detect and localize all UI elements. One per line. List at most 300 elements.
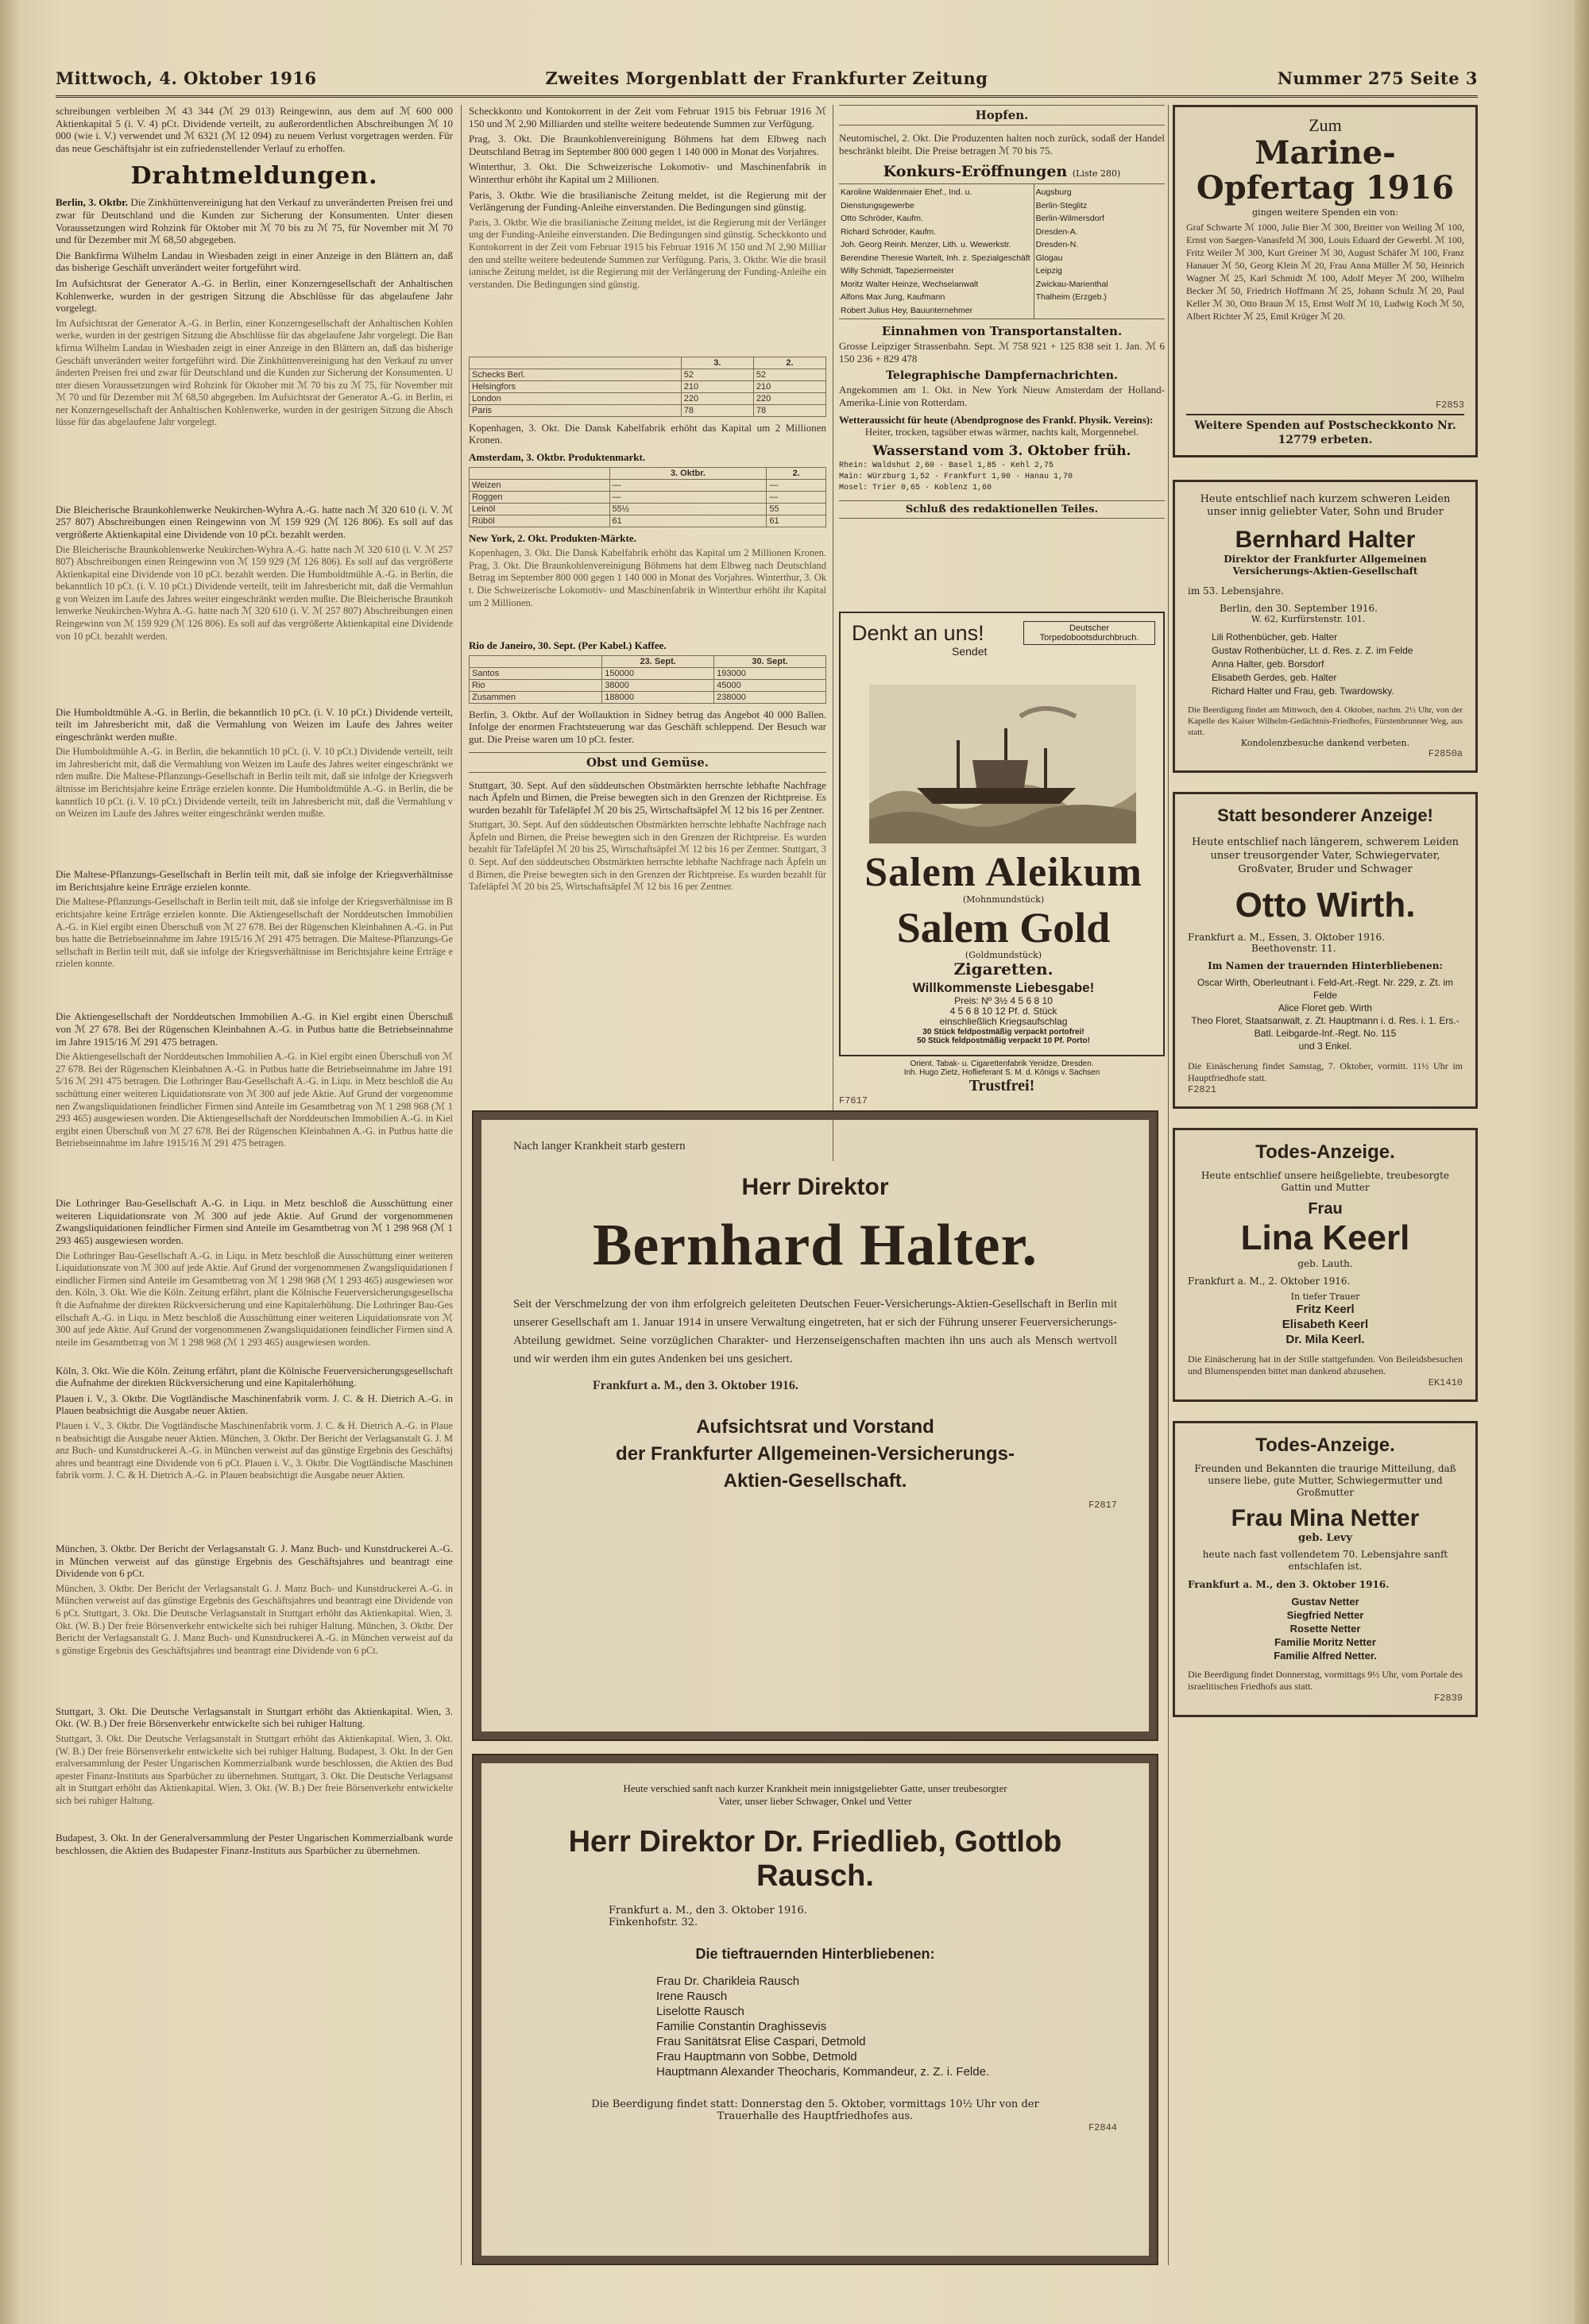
article-text: Die Zinkhüttenvereinigung hat den Verkauf zu unveränderten Preisen frei und zwar für Deutschland und die Kunden zur Sicherung der Konsumenten. Unter diesen Voraussetzungen wird Rohzink für Oktober mit ℳ 70 bis zu ℳ 75, für November mit ℳ 70 und für Dezember mit ℳ 68,50 abgegeben. bbox=[56, 196, 453, 246]
article-text: Die Zinkhüttenvereinigung hat den Verkauf zu unveränderten Preisen frei und zwar für Deutschland und die Kunden zur Sicherung der Konsumenten. Unter diesen Voraussetzungen wird Rohzink für Oktober mit ℳ 70 bis zu ℳ 75, für November mit ℳ 70 und für Dezember mit ℳ 68,50 abgegeben. bbox=[56, 354, 453, 403]
halter-family-noflowers: Kondolenzbesuche dankend verbeten. bbox=[1240, 738, 1410, 748]
article-intro: schreibungen verbleiben ℳ 43 344 (ℳ 29 013) Reingewinn, aus dem auf ℳ 600 000 Aktienkapital 5 (i. V. 4) pCt. Dividende verteilt, zu außerordentlichen Abschreibungen ℳ 10 000 (wie i. V.) verwendet und ℳ 6321 (ℳ 12 094) zu neuem Verlust vorgetragen werden. Für das neue Geschäftsjahr ist ein zufriedenstellender Verlauf zu erhoffen. bbox=[56, 105, 453, 154]
masthead-title: Zweites Morgenblatt der Frankfurter Zeitung bbox=[545, 68, 988, 88]
ad-torpedo-caption: Deutscher Torpedobootsdurchbruch. bbox=[1023, 621, 1155, 645]
marine-title: Marine-Opfertag 1916 bbox=[1196, 134, 1455, 207]
table-cell: Schecks Berl. bbox=[470, 369, 682, 380]
ship-illustration bbox=[869, 685, 1136, 844]
keerl-heading: Todes-Anzeige. bbox=[1255, 1141, 1395, 1163]
table-cell: Santos bbox=[470, 667, 602, 679]
article-hopfen: Neutomischel, 2. Okt. Die Produzenten halten noch zurück, sodaß der Handel beschränkt bleibt. Die Preise betragen ℳ 70 bis 75. bbox=[839, 132, 1165, 156]
article-paris-continued bbox=[469, 217, 826, 352]
list-item: Joh. Georg Reinh. Menzer, Lith. u. Wewerkstr. bbox=[841, 240, 1011, 250]
halter-family-name: Bernhard Halter bbox=[1235, 527, 1416, 553]
mourner-name: Familie Alfred Netter. bbox=[1274, 1650, 1377, 1662]
article-text: Die Humboldtmühle A.-G. in Berlin, die bekanntlich 10 pCt. (i. V. 10 pCt.) Dividende verteilt, teilt im Jahresbericht mit, daß die Vermahlung von Weizen im Laufe des Jahres weiter eingeschränkt werden mußte. bbox=[56, 783, 453, 820]
rausch-intro bbox=[513, 1782, 1117, 1808]
heading-hopfen: Hopfen. bbox=[839, 105, 1165, 125]
article-text: Die Aktiengesellschaft der Norddeutschen Immobilien A.-G. in Kiel ergibt einen Überschuß von ℳ 27 678. Bei der Rügenschen Kleinbahnen A.-G. in Putbus hatte die Betriebseinnahme im Jahre 1915/16 ℳ 291 475 betragen. bbox=[56, 1113, 453, 1149]
marine-sub: gingen weitere Spenden ein von: bbox=[1252, 207, 1398, 218]
mourner-name: Fritz Keerl bbox=[1296, 1303, 1355, 1316]
list-item: Dresden-A. bbox=[1035, 226, 1078, 237]
list-item: Zwickau-Marienthal bbox=[1035, 279, 1108, 289]
article-text: Prag, 3. Okt. Die Braunkohlenvereinigung Böhmens hat dem Elbweg nach Deutschland Betrag im September 800 000 gegen 1 140 000 in Monat des Vorjahres. bbox=[469, 559, 826, 584]
article-p11-continued bbox=[56, 1583, 453, 1702]
rausch-intro-line: Vater, unser lieber Schwager, Onkel und Vetter bbox=[718, 1795, 912, 1807]
halter-family-role: Direktor der Frankfurter Allgemeinen Versicherungs-Aktien-Gesellschaft bbox=[1224, 554, 1427, 577]
ad-brand-salem-gold: Salem Gold bbox=[896, 904, 1111, 952]
article-text: Im Aufsichtsrat der Generator A.-G. in Berlin, einer Konzerngesellschaft der Anhaltischen Kohlenwerke, wurden in der gestrigen Sitzung die Abschlüsse für das abgelaufene Jahr vorgelegt. bbox=[56, 317, 453, 342]
mourner-name: Siegfried Netter bbox=[1286, 1609, 1364, 1621]
heading-rio: Rio de Janeiro, 30. Sept. (Per Kabel.) Kaffee. bbox=[469, 639, 667, 652]
halter-code: F2817 bbox=[1088, 1500, 1117, 1511]
article-p12: Stuttgart, 3. Okt. Die Deutsche Verlagsanstalt in Stuttgart erhöht das Aktienkapital. Wien, 3. Okt. (W. B.) Der freie Börsenverkehr entwickelte sich bei ruhiger Haltung. bbox=[56, 1704, 453, 1730]
article-p3: Im Aufsichtsrat der Generator A.-G. in Berlin, einer Konzerngesellschaft der Anhaltischen Kohlenwerke, wurden in der gestrigen Sitzung die Abschlüsse für das abgelaufene Jahr vorgelegt. bbox=[56, 276, 453, 315]
mourner-name: Alice Floret geb. Wirth bbox=[1278, 1002, 1373, 1013]
page-edge-left bbox=[0, 0, 17, 2324]
halter-family-age: im 53. Lebensjahre. bbox=[1188, 585, 1284, 596]
rausch-mourners-heading: Die tieftrauernden Hinterbliebenen: bbox=[695, 1946, 935, 1962]
table-row bbox=[470, 691, 826, 703]
table-row bbox=[470, 392, 826, 404]
article-p5-continued bbox=[56, 746, 453, 865]
article-prag: Prag, 3. Okt. Die Braunkohlenvereinigung Böhmens hat dem Elbweg nach Deutschland Betrag im September 800 000 gegen 1 140 000 in Monat des Vorjahres. bbox=[469, 133, 826, 157]
wirth-code: F2821 bbox=[1188, 1084, 1217, 1095]
column-rule bbox=[1168, 105, 1169, 2265]
table-berlin-rates bbox=[469, 357, 826, 417]
halter-family-addr: W. 62, Kurfürstenstr. 101. bbox=[1251, 614, 1366, 624]
article-p13: Budapest, 3. Okt. In der Generalversammlung der Pester Ungarischen Kommerzialbank wurde beschlossen, die Aktien des Budapester Finanz-Instituts aus Sparbücher zu übernehmen. bbox=[56, 1831, 453, 1856]
article-text: Köln, 3. Okt. Wie die Köln. Zeitung erfährt, plant die Kölnische Feuerversicherungsgesellschaft die Aufnahme der direkten Rückversicherung und eine Kapitalerhöhung. bbox=[56, 1287, 453, 1311]
article-text: Plauen i. V., 3. Oktbr. Die Vogtländische Maschinenfabrik vorm. J. C. & H. Dietrich A.-G. in Plauen beabsichtigt die Ausgabe neuer Aktien. bbox=[56, 1457, 453, 1481]
table-row bbox=[470, 491, 826, 503]
list-item: Moritz Walter Heinze, Wechselanwalt bbox=[841, 279, 979, 289]
table-cell: 61 bbox=[767, 515, 826, 527]
halter-place: Frankfurt a. M., den 3. Oktober 1916. bbox=[593, 1378, 798, 1392]
table-cell: 150000 bbox=[602, 667, 714, 679]
newyork-markets-text bbox=[469, 547, 826, 635]
list-item: Main: Würzburg 1,52 · Frankfurt 1,90 · Hanau 1,70 bbox=[839, 472, 1073, 481]
article-p6-continued bbox=[56, 896, 453, 1007]
wirth-heading: Statt besonderer Anzeige! bbox=[1217, 805, 1433, 825]
article-p8-continued bbox=[56, 1250, 453, 1361]
table-cell: 55½ bbox=[609, 503, 767, 515]
article-p2: Die Bankfirma Wilhelm Landau in Wiesbaden zeigt in einer Anzeige in den Blättern an, daß das bisherige Geschäft unverändert weiter fortgeführt wird. bbox=[56, 249, 453, 274]
wirth-name: Otto Wirth. bbox=[1235, 886, 1416, 925]
notice-wirth bbox=[1173, 792, 1478, 1109]
article-obst-continued bbox=[469, 819, 826, 946]
ad-feldpost bbox=[856, 1028, 1150, 1045]
table-row bbox=[470, 667, 826, 679]
rausch-intro-line: Heute verschied sanft nach kurzer Krankheit mein innigstgeliebter Gatte, unser treubesorgter bbox=[623, 1782, 1007, 1794]
notice-netter bbox=[1173, 1421, 1478, 1717]
column-markets bbox=[469, 105, 826, 1161]
wirth-mourners-heading: Im Namen der trauernden Hinterbliebenen: bbox=[1208, 960, 1443, 971]
table-row bbox=[470, 515, 826, 527]
ad-feldpost-line: 50 Stück feldpostmäßig verpackt 10 Pf. Porto! bbox=[917, 1037, 1090, 1045]
halter-name: Bernhard Halter. bbox=[592, 1212, 1038, 1278]
article-dampfer: Angekommen am 1. Okt. in New York Nieuw Amsterdam der Holland-Amerika-Linie von Rotterdam. bbox=[839, 384, 1165, 408]
ad-code: F7617 bbox=[839, 1095, 868, 1106]
keerl-intro: Heute entschlief unsere heißgeliebte, treubesorgte Gattin und Mutter bbox=[1200, 1170, 1450, 1193]
halter-sig-line: Aufsichtsrat und Vorstand bbox=[696, 1416, 934, 1438]
netter-heading: Todes-Anzeige. bbox=[1255, 1434, 1395, 1456]
list-item: Glogau bbox=[1035, 253, 1063, 263]
rausch-burial-line: Die Beerdigung findet statt: Donnerstag den 5. Oktober, vormittags 10½ Uhr von der bbox=[591, 2098, 1039, 2110]
ad-brand1-sub: (Mohnmundstück) bbox=[962, 894, 1045, 905]
masthead-date: Mittwoch, 4. Oktober 1916 bbox=[56, 68, 317, 88]
article-p6: Die Maltese-Pflanzungs-Gesellschaft in Berlin teilt mit, daß sie infolge der Kriegsverhältnisse im Berichtsjahre keine Erträge erzielen konnte. bbox=[56, 868, 453, 893]
mourner-name: Lili Rothenbücher, geb. Halter bbox=[1212, 631, 1338, 643]
halter-text: Seit der Verschmelzung der von ihm erfolgreich geleiteten Deutschen Feuer-Versicherungs-Aktien-Gesellschaft in Berlin mit unserer Gesellschaft am 1. Januar 1914 in unsere Verwaltung eingetreten, hat er sich der Führung unserer Feuerversicherungs-Abteilung gewidmet. Seine vorzüglichen Charakter- und Herzenseigenschaften machten ihn uns auch als Mensch wertvoll und wir werden ihm ein gutes Andenken bei uns gesichert. bbox=[513, 1297, 1117, 1365]
table-cell: 38000 bbox=[602, 679, 714, 691]
list-item: Augsburg bbox=[1035, 187, 1072, 198]
halter-family-intro: Heute entschlief nach kurzem schweren Leiden unser innig geliebter Vater, Sohn und Bruder bbox=[1200, 493, 1451, 518]
netter-burial: Die Beerdigung findet Donnerstag, vormittags 9½ Uhr, vom Portale des israelitischen Friedhofs aus statt. bbox=[1188, 1669, 1463, 1692]
list-item: Robert Julius Hey, Bauunternehmer bbox=[841, 305, 973, 315]
mourner-name: Frau Sanitätsrat Elise Caspari, Detmold bbox=[656, 2035, 866, 2048]
rausch-name: Herr Direktor Dr. Friedlieb, Gottlob Rausch. bbox=[568, 1825, 1062, 1893]
column-notices bbox=[839, 105, 1165, 605]
table-cell: 61 bbox=[609, 515, 767, 527]
article-text: Paris, 3. Oktbr. Wie die brasilianische Zeitung meldet, ist die Regierung mit der Verlängerung der Funding-Anleihe einverstanden. Die Bedingungen sind günstig. bbox=[469, 253, 826, 290]
table-cell: Paris bbox=[470, 404, 682, 416]
halter-title: Herr Direktor bbox=[741, 1173, 889, 1200]
table-row bbox=[470, 404, 826, 416]
notice-halter-company bbox=[474, 1112, 1157, 1739]
wirth-burial: Die Einäscherung findet Samstag, 7. Oktober, vormitt. 11½ Uhr im Hauptfriedhofe statt. bbox=[1188, 1060, 1463, 1083]
article-einnahmen: Grosse Leipziger Strassenbahn. Sept. ℳ 758 921 + 125 838 seit 1. Jan. ℳ 6 150 236 + 829 478 bbox=[839, 340, 1165, 365]
wirth-place: Frankfurt a. M., Essen, 3. Oktober 1916. bbox=[1188, 932, 1385, 943]
table-cell: Rüböl bbox=[470, 515, 610, 527]
article-text: Die Aktiengesellschaft der Norddeutschen Immobilien A.-G. in Kiel ergibt einen Überschuß von ℳ 27 678. Bei der Rügenschen Kleinbahnen A.-G. in Putbus hatte die Betriebseinnahme im Jahre 1915/16 ℳ 291 475 betragen. bbox=[56, 1051, 453, 1087]
article-wetter: Heiter, trocken, tagsüber etwas wärmer, nachts kalt, Morgennebel. bbox=[864, 426, 1139, 438]
table-cell: 210 bbox=[753, 380, 825, 392]
ad-brand2-sub: (Goldmundstück) bbox=[965, 950, 1042, 960]
mourner-name: Rosette Netter bbox=[1289, 1623, 1361, 1635]
article-p12-continued bbox=[56, 1733, 453, 1828]
article-text: Stuttgart, 3. Okt. Die Deutsche Verlagsanstalt in Stuttgart erhöht das Aktienkapital. Wien, 3. Okt. (W. B.) Der freie Börsenverkehr entwickelte sich bei ruhiger Haltung. bbox=[56, 1770, 453, 1806]
article-text: Die Humboldtmühle A.-G. in Berlin, die bekanntlich 10 pCt. (i. V. 10 pCt.) Dividende verteilt, teilt im Jahresbericht mit, daß die Vermahlung von Weizen im Laufe des Jahres weiter eingeschränkt werden mußte. bbox=[56, 746, 453, 782]
rausch-mourners bbox=[656, 1974, 1117, 2079]
article-p4-continued bbox=[56, 544, 453, 703]
table-header: 30. Sept. bbox=[714, 655, 826, 667]
article-text: Die Maltese-Pflanzungs-Gesellschaft in Berlin teilt mit, daß sie infolge der Kriegsverhältnisse im Berichtsjahre keine Erträge erzielen konnte. bbox=[56, 770, 453, 795]
ad-denkt-text: Denkt an uns! bbox=[852, 621, 984, 645]
article-p9: Köln, 3. Okt. Wie die Köln. Zeitung erfährt, plant die Kölnische Feuerversicherungsgesellschaft die Aufnahme der direkten Rückversicherung und eine Kapitalerhöhung. bbox=[56, 1364, 453, 1389]
table-cell: London bbox=[470, 392, 682, 404]
article-text: Budapest, 3. Okt. In der Generalversammlung der Pester Ungarischen Kommerzialbank wurde beschlossen, die Aktien des Budapester Finanz-Instituts aus Sparbücher zu übernehmen. bbox=[56, 1745, 453, 1782]
halter-family-mourners bbox=[1212, 631, 1463, 698]
table-cell: 193000 bbox=[714, 667, 826, 679]
mourner-name: Anna Halter, geb. Borsdorf bbox=[1212, 658, 1324, 670]
heading-wetter: Wetteraussicht für heute (Abendprognose des Frankf. Physik. Vereins): bbox=[839, 413, 1154, 426]
page-edge-right bbox=[1575, 0, 1589, 2324]
keerl-burial: Die Einäscherung hat in der Stille stattgefunden. Von Beileidsbesuchen und Blumenspenden bittet man dankend abzusehen. bbox=[1188, 1353, 1463, 1376]
list-item: Alfons Max Jung, Kaufmann bbox=[841, 292, 945, 303]
heading-einnahmen: Einnahmen von Transportanstalten. bbox=[881, 324, 1123, 339]
heading-amsterdam: Amsterdam, 3. Oktbr. Produktenmarkt. bbox=[469, 450, 646, 463]
article-text: München, 3. Oktbr. Der Bericht der Verlagsanstalt G. J. Manz Buch- und Kunstdruckerei A.-G. in München verweist auf das günstige Ergebnis des Geschäftsjahres und beantragt eine Dividende von 6 pCt. bbox=[56, 1432, 453, 1469]
rausch-burial-line: Trauerhalle des Hauptfriedhofes aus. bbox=[717, 2110, 914, 2122]
table-amsterdam-rates bbox=[469, 467, 826, 527]
table-header bbox=[470, 655, 602, 667]
article-text: Die Maltese-Pflanzungs-Gesellschaft in Berlin teilt mit, daß sie infolge der Kriegsverhältnisse im Berichtsjahre keine Erträge erzielen konnte. bbox=[56, 896, 453, 921]
table-cell: 52 bbox=[753, 369, 825, 380]
list-item: Karoline Waldenmaier Ehef., Ind. u. Dienstungsgewerbe bbox=[841, 187, 972, 210]
table-cell: Zusammen bbox=[470, 691, 602, 703]
article-p8: Die Lothringer Bau-Gesellschaft A.-G. in Liqu. in Metz beschloß die Ausschüttung einer weiteren Liquidationsrate von ℳ 300 auf jede Aktie. Auf Grund der vorgenommenen Zwangsliquidationen feindlicher Firmen sind Anteile im Gesamtbetrag von ℳ 1 298 968 (ℳ 1 293 465) ausgewiesen worden. bbox=[56, 1197, 453, 1247]
keerl-mourners bbox=[1188, 1302, 1463, 1347]
article-text: Die Humboldtmühle A.-G. in Berlin, die bekanntlich 10 pCt. (i. V. 10 pCt.) Dividende verteilt, teilt im Jahresbericht mit, daß die Vermahlung von Weizen im Laufe des Jahres weiter eingeschränkt werden mußte. bbox=[56, 568, 453, 604]
table-header: 3. bbox=[681, 357, 753, 369]
table-cell: 220 bbox=[753, 392, 825, 404]
list-item: Mosel: Trier 0,65 · Koblenz 1,60 bbox=[839, 483, 992, 492]
konkurs-list bbox=[839, 183, 1165, 319]
article-p4: Die Bleicherische Braunkohlenwerke Neukirchen-Wyhra A.-G. hatte nach ℳ 320 610 (i. V. ℳ 257 807) Abschreibungen einen Reingewinn von ℳ 159 929 (ℳ 126 806). Es soll auf das vergrößerte Aktienkapital eine Dividende von 10 pCt. bezahlt werden. bbox=[56, 503, 453, 540]
table-cell: 55 bbox=[767, 503, 826, 515]
article-text: Die Maltese-Pflanzungs-Gesellschaft in Berlin teilt mit, daß sie infolge der Kriegsverhältnisse im Berichtsjahre keine Erträge erzielen konnte. bbox=[56, 933, 453, 970]
halter-sig-line: Aktien-Gesellschaft. bbox=[723, 1470, 907, 1492]
keerl-born: geb. Lauth. bbox=[1297, 1258, 1353, 1269]
article-text: Stuttgart, 30. Sept. Auf den süddeutschen Obstmärkten herrschte lebhafte Nachfrage nach Äpfeln und Birnen, die Preise bewegten sich in den Grenzen der Richtpreise. Es wurden bezahlt für Tafeläpfel ℳ 20 bis 25, Wirtschaftsäpfel ℳ 12 bis 16 per Zentner. bbox=[469, 844, 826, 893]
list-item: Berlin-Steglitz bbox=[1035, 200, 1088, 210]
table-header: 2. bbox=[767, 467, 826, 479]
wirth-intro: Heute entschlief nach längerem, schwerem Leiden unser treusorgender Vater, Schwiegervater, Großvater, Bruder und Schwager bbox=[1191, 836, 1459, 875]
editorial-end-marker: Schluß des redaktionellen Teiles. bbox=[839, 500, 1165, 519]
keerl-frau: Frau bbox=[1308, 1200, 1343, 1218]
table-row bbox=[470, 479, 826, 491]
list-item: Otto Schröder, Kaufm. bbox=[841, 214, 923, 224]
article-text: Die Aktiengesellschaft der Norddeutschen Immobilien A.-G. in Kiel ergibt einen Überschuß von ℳ 27 678. Bei der Rügenschen Kleinbahnen A.-G. in Putbus hatte die Betriebseinnahme im Jahre 1915/16 ℳ 291 475 betragen. bbox=[56, 909, 453, 945]
notice-halter-family bbox=[1173, 480, 1478, 773]
netter-mourners bbox=[1188, 1595, 1463, 1662]
article-p5: Die Humboldtmühle A.-G. in Berlin, die bekanntlich 10 pCt. (i. V. 10 pCt.) Dividende verteilt, teilt im Jahresbericht mit, daß die Vermahlung von Weizen im Laufe des Jahres weiter eingeschränkt werden mußte. bbox=[56, 705, 453, 743]
table-cell: Weizen bbox=[470, 479, 610, 491]
table-cell: 52 bbox=[681, 369, 753, 380]
marine-donors: Graf Schwarte ℳ 1000, Julie Bier ℳ 300, Breitter von Weiling ℳ 100, Ernst von Saegen-Vanasfeld ℳ 300, Louis Eduard der Gewerbl. ℳ 100, Fritz Weiler ℳ 300, Kurt Greiner ℳ 30, August Schäfer ℳ 100, Franz Hanauer ℳ 50, Georg Klein ℳ 20, Frau Anna Müller ℳ 50, Heinrich Wagner ℳ 25, Karl Schmidt ℳ 100, Adolf Meyer ℳ 200, Wilhelm Becker ℳ 50, Friedrich Hoffmann ℳ 25, Johann Schulz ℳ 20, Paul Keller ℳ 30, Otto Braun ℳ 15, Ernst Wolf ℳ 10, Ludwig Koch ℳ 50, Albert Richter ℳ 25, Emil Krüger ℳ 20. bbox=[1186, 222, 1464, 322]
article-kopenhagen: Kopenhagen, 3. Okt. Die Dansk Kabelfabrik erhöht das Kapital um 2 Millionen Kronen. bbox=[469, 421, 826, 446]
list-item: Berendine Theresie Wartelt, Inh. z. Spezialgeschäft bbox=[841, 253, 1030, 263]
list-item: Rhein: Waldshut 2,60 · Basel 1,85 · Kehl 2,75 bbox=[839, 461, 1054, 470]
article-text: Die Bleicherische Braunkohlenwerke Neukirchen-Wyhra A.-G. hatte nach ℳ 320 610 (i. V. ℳ 257 807) Abschreibungen einen Reingewinn von ℳ 159 929 (ℳ 126 806). Es soll auf das vergrößerte Aktienkapital eine Dividende von 10 pCt. bezahlt werden. bbox=[56, 543, 453, 580]
article-p1 bbox=[56, 196, 453, 245]
rausch-addr-line: Finkenhofstr. 32. bbox=[609, 1917, 698, 1928]
article-text: Stuttgart, 3. Okt. Die Deutsche Verlagsanstalt in Stuttgart erhöht das Aktienkapital. Wien, 3. Okt. (W. B.) Der freie Börsenverkehr entwickelte sich bei ruhiger Haltung. bbox=[56, 1607, 453, 1631]
rausch-code: F2844 bbox=[1088, 2122, 1117, 2133]
column-notices-right bbox=[1173, 105, 1478, 2265]
article-text: Stuttgart, 30. Sept. Auf den süddeutschen Obstmärkten herrschte lebhafte Nachfrage nach Äpfeln und Birnen, die Preise bewegten sich in den Grenzen der Richtpreise. Es wurden bezahlt für Tafeläpfel ℳ 20 bis 25, Wirtschaftsäpfel ℳ 12 bis 16 per Zentner. bbox=[469, 819, 826, 855]
wirth-mourners bbox=[1188, 976, 1463, 1052]
heading-obst-gemuese: Obst und Gemüse. bbox=[469, 752, 826, 773]
mourner-name: Irene Rausch bbox=[656, 1990, 728, 2003]
ad-zigaretten: Zigaretten. bbox=[953, 959, 1054, 979]
mourner-name: Richard Halter und Frau, geb. Twardowsky. bbox=[1212, 685, 1394, 697]
table-header bbox=[470, 467, 610, 479]
table-cell: — bbox=[609, 479, 767, 491]
article-p11: München, 3. Oktbr. Der Bericht der Verlagsanstalt G. J. Manz Buch- und Kunstdruckerei A.-G. in München verweist auf das günstige Ergebnis des Geschäftsjahres und beantragt eine Dividende von 6 pCt. bbox=[56, 1542, 453, 1580]
table-cell: 78 bbox=[753, 404, 825, 416]
table-rio-rates bbox=[469, 655, 826, 704]
ad-willkommen: Willkommenste Liebesgabe! bbox=[912, 980, 1095, 995]
marine-code: F2853 bbox=[1435, 400, 1464, 411]
list-item: Berlin-Wilmersdorf bbox=[1035, 214, 1104, 224]
table-cell: 210 bbox=[681, 380, 753, 392]
notice-keerl bbox=[1173, 1128, 1478, 1402]
list-item: Dresden-N. bbox=[1035, 240, 1079, 250]
list-item: Willy Schmidt, Tapeziermeister bbox=[841, 266, 954, 276]
mourner-name: Familie Moritz Netter bbox=[1274, 1636, 1376, 1648]
table-cell: 78 bbox=[681, 404, 753, 416]
netter-born: geb. Levy bbox=[1297, 1532, 1353, 1544]
ad-preis bbox=[856, 996, 1150, 1027]
netter-age: heute nach fast vollendetem 70. Lebensjahre sanft entschlafen ist. bbox=[1202, 1549, 1448, 1572]
article-text: Die Bankfirma Wilhelm Landau in Wiesbaden zeigt in einer Anzeige in den Blättern an, daß das bisherige Geschäft unverändert weiter fortgeführt wird. bbox=[56, 330, 453, 366]
table-cell: — bbox=[767, 479, 826, 491]
article-winterthur: Winterthur, 3. Okt. Die Schweizerische Lokomotiv- und Maschinenfabrik in Winterthur erhöht ihr Kapital um 2 Millionen. bbox=[469, 160, 826, 185]
ad-brand-salem-aleikum: Salem Aleikum bbox=[864, 850, 1142, 895]
heading-newyork: New York, 2. Okt. Produkten-Märkte. bbox=[469, 531, 636, 544]
halter-sig-line: der Frankfurter Allgemeinen-Versicherungs- bbox=[616, 1443, 1015, 1465]
table-row bbox=[470, 380, 826, 392]
keerl-name: Lina Keerl bbox=[1240, 1218, 1410, 1257]
konkurs-names bbox=[839, 184, 1034, 318]
article-text: Die Bleicherische Braunkohlenwerke Neukirchen-Wyhra A.-G. hatte nach ℳ 320 610 (i. V. ℳ 257 807) Abschreibungen einen Reingewinn von ℳ 159 929 (ℳ 126 806). Es soll auf das vergrößerte Aktienkapital eine Dividende von 10 pCt. bezahlt werden. bbox=[56, 593, 453, 642]
table-cell: 188000 bbox=[602, 691, 714, 703]
ad-inh-line: Inh. Hugo Zietz, Hoflieferant S. M. d. Königs v. Sachsen bbox=[903, 1068, 1100, 1077]
article-text: Die Lothringer Bau-Gesellschaft A.-G. in Liqu. in Metz beschloß die Ausschüttung einer weiteren Liquidationsrate von ℳ 300 auf jede Aktie. Auf Grund der vorgenommenen Zwangsliquidationen feindlicher Firmen sind Anteile im Gesamtbetrag von ℳ 1 298 968 (ℳ 1 293 465) ausgewiesen worden. bbox=[56, 1075, 453, 1125]
heading-drahtmeldungen: Drahtmeldungen. bbox=[130, 162, 378, 191]
mourner-name: Elisabeth Gerdes, geb. Halter bbox=[1212, 672, 1337, 683]
article-p7: Die Aktiengesellschaft der Norddeutschen Immobilien A.-G. in Kiel ergibt einen Überschuß von ℳ 27 678. Bei der Rügenschen Kleinbahnen A.-G. in Putbus hatte die Betriebseinnahme im Jahre 1915/16 ℳ 291 475 betragen. bbox=[56, 1010, 453, 1048]
mourner-name: Frau Dr. Charikleia Rausch bbox=[656, 1975, 800, 1988]
table-cell: — bbox=[767, 491, 826, 503]
article-text: Scheckkonto und Kontokorrent in der Zeit vom Februar 1915 bis Februar 1916 ℳ 150 und ℳ 2,90 Milliarden und stellte weitere bedeutende Summen zur Verfügung. bbox=[469, 229, 826, 265]
mourner-name: Oscar Wirth, Oberleutnant i. Feld-Art.-Regt. Nr. 229, z. Zt. im Felde bbox=[1197, 977, 1454, 1001]
mourner-name: und 3 Enkel. bbox=[1298, 1040, 1352, 1052]
ad-sendet: Sendet bbox=[952, 645, 988, 658]
keerl-code: EK1410 bbox=[1428, 1377, 1463, 1388]
ad-preis-line: einschließlich Kriegsaufschlag bbox=[939, 1016, 1068, 1027]
ad-trustfrei: Trustfrei! bbox=[968, 1077, 1035, 1094]
table-header bbox=[470, 357, 682, 369]
netter-intro: Freunden und Bekannten die traurige Mitteilung, daß unsere liebe, gute Mutter, Schwiegermutter und Großmutter bbox=[1194, 1463, 1456, 1498]
article-text: Die Lothringer Bau-Gesellschaft A.-G. in Liqu. in Metz beschloß die Ausschüttung einer weiteren Liquidationsrate von ℳ 300 auf jede Aktie. Auf Grund der vorgenommenen Zwangsliquidationen feindlicher Firmen sind Anteile im Gesamtbetrag von ℳ 1 298 968 (ℳ 1 293 465) ausgewiesen worden. bbox=[56, 1249, 453, 1299]
ad-fabrik bbox=[839, 1060, 1165, 1106]
konkurs-places bbox=[1034, 184, 1165, 318]
table-cell: — bbox=[609, 491, 767, 503]
article-text: Plauen i. V., 3. Oktbr. Die Vogtländische Maschinenfabrik vorm. J. C. & H. Dietrich A.-G. in Plauen beabsichtigt die Ausgabe neuer Aktien. bbox=[56, 1420, 453, 1444]
rausch-burial bbox=[513, 2098, 1117, 2122]
netter-place: Frankfurt a. M., den 3. Oktober 1916. bbox=[1188, 1579, 1390, 1590]
article-text: Stuttgart, 3. Okt. Die Deutsche Verlagsanstalt in Stuttgart erhöht das Aktienkapital. Wien, 3. Okt. (W. B.) Der freie Börsenverkehr entwickelte sich bei ruhiger Haltung. bbox=[56, 1732, 453, 1757]
keerl-trauer: In tiefer Trauer bbox=[1290, 1291, 1360, 1302]
masthead-issue: Nummer 275 Seite 3 bbox=[1277, 68, 1478, 88]
table-row bbox=[470, 369, 826, 380]
article-text: München, 3. Oktbr. Der Bericht der Verlagsanstalt G. J. Manz Buch- und Kunstdruckerei A.-G. in München verweist auf das günstige Ergebnis des Geschäftsjahres und beantragt eine Dividende von 6 pCt. bbox=[56, 1619, 453, 1656]
rausch-place bbox=[513, 1905, 1117, 1928]
table-row bbox=[470, 679, 826, 691]
keerl-place: Frankfurt a. M., 2. Oktober 1916. bbox=[1188, 1276, 1351, 1287]
ad-denkt bbox=[852, 621, 984, 645]
list-item: Thalheim (Erzgeb.) bbox=[1035, 292, 1107, 303]
table-row bbox=[470, 503, 826, 515]
mourner-name: Elisabeth Keerl bbox=[1282, 1318, 1369, 1331]
table-cell: Roggen bbox=[470, 491, 610, 503]
notice-marine-opfertag bbox=[1173, 105, 1478, 457]
column-rule bbox=[461, 105, 462, 2265]
mourner-name: Hauptmann Alexander Theocharis, Kommandeur, z. Z. i. Felde. bbox=[656, 2065, 990, 2079]
table-header: 2. bbox=[753, 357, 825, 369]
article-paris: Paris, 3. Oktbr. Wie die brasilianische Zeitung meldet, ist die Regierung mit der Verlängerung der Funding-Anleihe einverstanden. Die Bedingungen sind günstig. bbox=[469, 188, 826, 214]
netter-name: Frau Mina Netter bbox=[1231, 1505, 1420, 1531]
konkurs-title: Konkurs-Eröffnungen bbox=[883, 163, 1068, 181]
marine-zum: Zum bbox=[1309, 115, 1342, 135]
article-text: Die Lothringer Bau-Gesellschaft A.-G. in Liqu. in Metz beschloß die Ausschüttung einer weiteren Liquidationsrate von ℳ 300 auf jede Aktie. Auf Grund der vorgenommenen Zwangsliquidationen feindlicher Firmen sind Anteile im Gesamtbetrag von ℳ 1 298 968 (ℳ 1 293 465) ausgewiesen worden. bbox=[56, 1299, 453, 1348]
article-p10-continued bbox=[56, 1420, 453, 1539]
heading-konkurs bbox=[839, 163, 1165, 180]
mourner-name: Familie Constantin Draghissevis bbox=[656, 2020, 827, 2033]
mourner-name: Gustav Netter bbox=[1291, 1596, 1359, 1608]
halter-family-place: Berlin, den 30. September 1916. bbox=[1220, 603, 1378, 614]
netter-code: F2839 bbox=[1433, 1693, 1463, 1704]
article-p7-continued bbox=[56, 1051, 453, 1194]
column-business-news bbox=[56, 105, 453, 2265]
table-cell: 238000 bbox=[714, 691, 826, 703]
article-scheck: Scheckkonto und Kontokorrent in der Zeit vom Februar 1915 bis Februar 1916 ℳ 150 und ℳ 2,90 Milliarden und stellte weitere bedeutende Summen zur Verfügung. bbox=[469, 105, 826, 129]
halter-intro: Nach langer Krankheit starb gestern bbox=[513, 1140, 686, 1152]
heading-dampfer: Telegraphische Dampfernachrichten. bbox=[886, 369, 1118, 383]
halter-family-burial: Die Beerdigung findet am Mittwoch, den 4. Oktober, nachm. 2½ Uhr, von der Kapelle des Kaiser Wilhelm-Gedächtnis-Friedhofes, Fürstenbrunner Weg, aus statt. bbox=[1188, 705, 1463, 737]
konkurs-note: (Liste 280) bbox=[1072, 168, 1121, 180]
dateline: Berlin, 3. Oktbr. bbox=[56, 196, 129, 209]
article-text: Paris, 3. Oktbr. Wie die brasilianische Zeitung meldet, ist die Regierung mit der Verlängerung der Funding-Anleihe einverstanden. Die Bedingungen sind günstig. bbox=[469, 216, 826, 241]
table-cell: 220 bbox=[681, 392, 753, 404]
ad-salem-aleikum bbox=[839, 612, 1165, 1056]
list-item: Richard Schröder, Kaufm. bbox=[841, 226, 937, 237]
mourner-name: Gustav Rothenbücher, Lt. d. Res. z. Z. im Felde bbox=[1212, 645, 1413, 656]
ad-fabrik-line: Orient. Tabak- u. Cigarettenfabrik Yenidze, Dresden. bbox=[910, 1060, 1094, 1068]
halter-signature bbox=[513, 1414, 1117, 1495]
halter-family-code: F2850a bbox=[1428, 748, 1463, 759]
table-cell: Helsingfors bbox=[470, 380, 682, 392]
table-header: 23. Sept. bbox=[602, 655, 714, 667]
masthead bbox=[56, 67, 1478, 98]
ad-preis-line: 4 5 6 8 10 12 Pf. d. Stück bbox=[949, 1006, 1057, 1017]
notice-rausch bbox=[474, 1755, 1157, 2264]
mourner-name: Dr. Mila Keerl. bbox=[1286, 1333, 1365, 1346]
table-cell: Rio bbox=[470, 679, 602, 691]
article-text: München, 3. Oktbr. Der Bericht der Verlagsanstalt G. J. Manz Buch- und Kunstdruckerei A.-G. in München verweist auf das günstige Ergebnis des Geschäftsjahres und beantragt eine Dividende von 6 pCt. bbox=[56, 1582, 453, 1619]
ad-preis-line: Preis: Nº 3½ 4 5 6 8 10 bbox=[954, 995, 1053, 1006]
wirth-addr: Beethovenstr. 11. bbox=[1251, 943, 1336, 954]
article-text: Winterthur, 3. Okt. Die Schweizerische Lokomotiv- und Maschinenfabrik in Winterthur erhöht ihr Kapital um 2 Millionen. bbox=[469, 572, 826, 608]
article-text: Kopenhagen, 3. Okt. Die Dansk Kabelfabrik erhöht das Kapital um 2 Millionen Kronen. bbox=[469, 547, 826, 559]
table-cell: Leinöl bbox=[470, 503, 610, 515]
ad-feldpost-line: 30 Stück feldpostmäßig verpackt portofrei! bbox=[922, 1028, 1084, 1037]
heading-wasserstand: Wasserstand vom 3. Oktober früh. bbox=[872, 442, 1131, 459]
table-header: 3. Oktbr. bbox=[609, 467, 767, 479]
article-p10: Plauen i. V., 3. Oktbr. Die Vogtländische Maschinenfabrik vorm. J. C. & H. Dietrich A.-G. in Plauen beabsichtigt die Ausgabe neuer Aktien. bbox=[56, 1392, 453, 1417]
article-text: Im Aufsichtsrat der Generator A.-G. in Berlin, einer Konzerngesellschaft der Anhaltischen Kohlenwerke, wurden in der gestrigen Sitzung die Abschlüsse für das abgelaufene Jahr vorgelegt. bbox=[56, 392, 453, 428]
article-p3-continued bbox=[56, 318, 453, 500]
wasserstand-table bbox=[839, 461, 1165, 494]
marine-postscheck: Weitere Spenden auf Postscheckkonto Nr. 12779 erbeten. bbox=[1186, 414, 1464, 447]
mourner-name: Frau Hauptmann von Sobbe, Detmold bbox=[656, 2050, 857, 2063]
mourner-name: Theo Floret, Staatsanwalt, z. Zt. Hauptmann i. d. Res. i. 1. Ers.-Batl. Leibgarde-Inf.-Regt. No. 115 bbox=[1191, 1015, 1459, 1039]
article-obst: Stuttgart, 30. Sept. Auf den süddeutschen Obstmärkten herrschte lebhafte Nachfrage nach Äpfeln und Birnen, die Preise bewegten sich in den Grenzen der Richtpreise. Es wurden bezahlt für Tafeläpfel ℳ 20 bis 25, Wirtschaftsäpfel ℳ 12 bis 16 per Zentner. bbox=[469, 778, 826, 816]
list-item: Leipzig bbox=[1035, 266, 1062, 276]
